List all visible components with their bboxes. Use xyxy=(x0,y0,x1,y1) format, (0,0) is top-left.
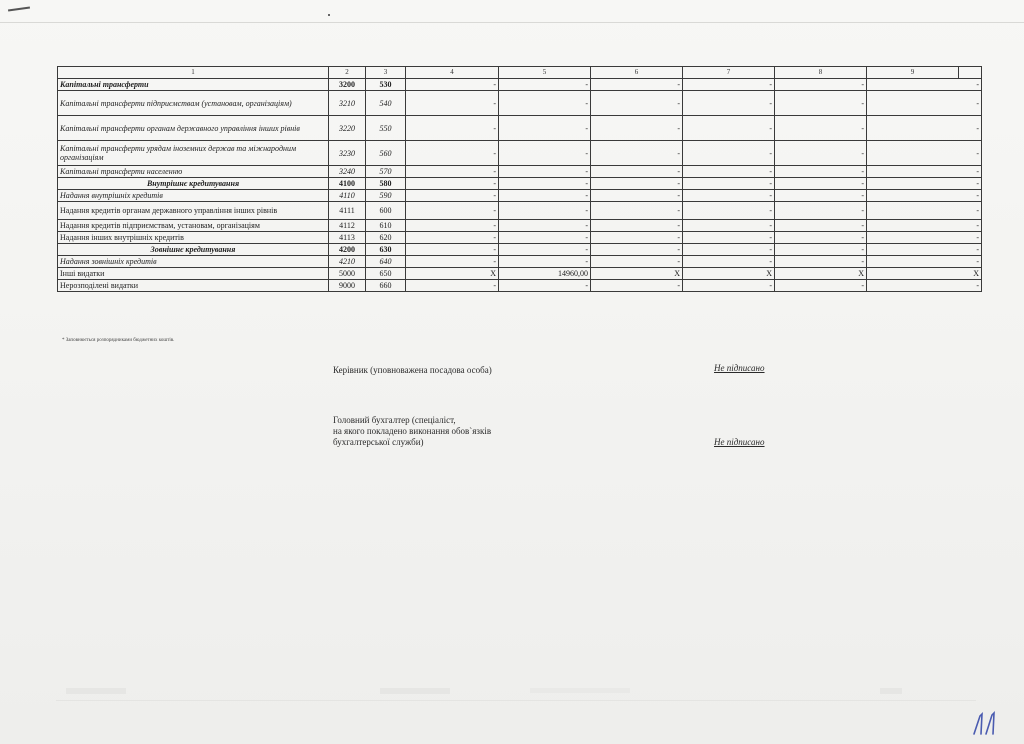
economic-code-cell: 3230 xyxy=(329,141,366,166)
value-cell: - xyxy=(499,220,591,232)
row-name-cell: Надання інших внутрішніх кредитів xyxy=(58,232,329,244)
accountant-signature-status: Не підписано xyxy=(714,437,765,447)
line-code-cell: 530 xyxy=(366,79,406,91)
value-cell: - xyxy=(591,202,683,220)
accountant-label-line: на якого покладено виконання обов`язків xyxy=(333,426,492,436)
header-cell: 5 xyxy=(499,67,591,79)
row-name-cell: Інші видатки xyxy=(58,268,329,280)
table-row xyxy=(58,268,982,280)
line-code-cell: 640 xyxy=(366,256,406,268)
accountant-label-line: Головний бухгалтер (спеціаліст, xyxy=(333,415,456,425)
value-cell: - xyxy=(499,232,591,244)
economic-code-cell: 3210 xyxy=(329,91,366,116)
value-cell: - xyxy=(406,79,499,91)
value-cell: - xyxy=(867,280,982,292)
line-code-cell: 620 xyxy=(366,232,406,244)
value-cell: - xyxy=(775,166,867,178)
accountant-signature-label xyxy=(333,415,491,448)
table-row xyxy=(58,166,982,178)
header-cell: 7 xyxy=(683,67,775,79)
line-code-cell: 550 xyxy=(366,116,406,141)
value-cell: - xyxy=(775,244,867,256)
value-cell: - xyxy=(591,220,683,232)
value-cell: X xyxy=(867,268,982,280)
faint-footer-text xyxy=(880,688,902,694)
value-cell: - xyxy=(499,79,591,91)
value-cell: X xyxy=(406,268,499,280)
value-cell: - xyxy=(499,178,591,190)
table-row xyxy=(58,178,982,190)
value-cell: X xyxy=(683,268,775,280)
value-cell: - xyxy=(499,256,591,268)
header-cell: 9 xyxy=(867,67,959,79)
row-name-cell: Капітальні трансферти органам державного управління інших рівнів xyxy=(58,116,329,141)
value-cell: - xyxy=(867,141,982,166)
table-row xyxy=(58,190,982,202)
value-cell: - xyxy=(867,256,982,268)
table-row xyxy=(58,141,982,166)
value-cell: - xyxy=(406,190,499,202)
faint-footer-line xyxy=(56,700,976,701)
line-code-cell: 540 xyxy=(366,91,406,116)
header-cell: 2 xyxy=(329,67,366,79)
value-cell: - xyxy=(499,91,591,116)
scan-artifact xyxy=(8,6,30,11)
row-name-cell: Капітальні трансферти урядам іноземних держав та міжнародним організаціям xyxy=(58,141,329,166)
value-cell: - xyxy=(406,232,499,244)
table-row xyxy=(58,256,982,268)
row-name-cell: Нерозподілені видатки xyxy=(58,280,329,292)
value-cell: - xyxy=(775,116,867,141)
economic-code-cell: 4111 xyxy=(329,202,366,220)
value-cell: - xyxy=(406,244,499,256)
value-cell: - xyxy=(683,232,775,244)
table-row xyxy=(58,91,982,116)
value-cell: - xyxy=(775,280,867,292)
value-cell: - xyxy=(683,280,775,292)
value-cell: - xyxy=(683,166,775,178)
value-cell: - xyxy=(683,244,775,256)
value-cell: - xyxy=(406,280,499,292)
value-cell: - xyxy=(591,141,683,166)
value-cell: - xyxy=(867,166,982,178)
value-cell: - xyxy=(867,232,982,244)
value-cell: - xyxy=(591,232,683,244)
value-cell: - xyxy=(591,91,683,116)
economic-code-cell: 4100 xyxy=(329,178,366,190)
value-cell: - xyxy=(499,116,591,141)
value-cell: - xyxy=(775,202,867,220)
header-cell: 6 xyxy=(591,67,683,79)
value-cell: - xyxy=(867,178,982,190)
economic-code-cell: 3220 xyxy=(329,116,366,141)
row-name-cell: Капітальні трансферти населенню xyxy=(58,166,329,178)
value-cell: - xyxy=(406,202,499,220)
line-code-cell: 560 xyxy=(366,141,406,166)
line-code-cell: 570 xyxy=(366,166,406,178)
value-cell: - xyxy=(499,280,591,292)
row-name-cell: Надання кредитів органам державного управління інших рівнів xyxy=(58,202,329,220)
value-cell: - xyxy=(499,141,591,166)
value-cell: - xyxy=(406,116,499,141)
economic-code-cell: 5000 xyxy=(329,268,366,280)
header-cell: 1 xyxy=(58,67,329,79)
value-cell: - xyxy=(591,178,683,190)
footnote: * Заповнюється розпорядниками бюджетних коштів. xyxy=(62,338,175,343)
value-cell: - xyxy=(499,244,591,256)
value-cell: - xyxy=(683,256,775,268)
value-cell: - xyxy=(591,79,683,91)
row-name-cell: Надання внутрішніх кредитів xyxy=(58,190,329,202)
faint-footer-text xyxy=(66,688,126,694)
value-cell: - xyxy=(591,166,683,178)
row-name-cell: Зовнішнє кредитування xyxy=(58,244,329,256)
line-code-cell: 600 xyxy=(366,202,406,220)
table-row xyxy=(58,202,982,220)
value-cell: - xyxy=(406,178,499,190)
economic-code-cell: 9000 xyxy=(329,280,366,292)
accountant-label-line: бухгалтерської служби) xyxy=(333,437,424,447)
header-cell: 8 xyxy=(775,67,867,79)
economic-code-cell: 4112 xyxy=(329,220,366,232)
value-cell: - xyxy=(775,220,867,232)
table-row xyxy=(58,220,982,232)
value-cell: - xyxy=(775,232,867,244)
scan-edge-line xyxy=(0,22,1024,23)
value-cell: - xyxy=(499,190,591,202)
table-row xyxy=(58,232,982,244)
faint-footer-text xyxy=(530,688,630,693)
value-cell: - xyxy=(867,79,982,91)
value-cell: - xyxy=(499,166,591,178)
header-cell: 3 xyxy=(366,67,406,79)
value-cell: - xyxy=(499,202,591,220)
value-cell: - xyxy=(683,141,775,166)
table-row xyxy=(58,244,982,256)
value-cell: - xyxy=(867,244,982,256)
table-row xyxy=(58,116,982,141)
header-spacer-cell xyxy=(959,67,982,79)
value-cell: 14960,00 xyxy=(499,268,591,280)
table-header-row xyxy=(58,67,982,79)
value-cell: - xyxy=(683,220,775,232)
value-cell: - xyxy=(867,220,982,232)
value-cell: - xyxy=(591,244,683,256)
expenditure-report-table xyxy=(57,66,982,292)
value-cell: - xyxy=(683,202,775,220)
row-name-cell: Капітальні трансферти xyxy=(58,79,329,91)
row-name-cell: Надання зовнішніх кредитів xyxy=(58,256,329,268)
economic-code-cell: 4113 xyxy=(329,232,366,244)
line-code-cell: 610 xyxy=(366,220,406,232)
economic-code-cell: 3240 xyxy=(329,166,366,178)
value-cell: - xyxy=(867,116,982,141)
value-cell: - xyxy=(683,116,775,141)
value-cell: - xyxy=(683,91,775,116)
value-cell: - xyxy=(683,79,775,91)
value-cell: - xyxy=(591,280,683,292)
value-cell: - xyxy=(683,190,775,202)
line-code-cell: 660 xyxy=(366,280,406,292)
value-cell: - xyxy=(775,178,867,190)
value-cell: - xyxy=(406,91,499,116)
value-cell: - xyxy=(591,116,683,141)
scan-artifact-dot xyxy=(328,14,330,16)
economic-code-cell: 4110 xyxy=(329,190,366,202)
head-signature-label: Керівник (уповноважена посадова особа) xyxy=(333,365,492,375)
value-cell: - xyxy=(775,190,867,202)
value-cell: - xyxy=(406,141,499,166)
value-cell: - xyxy=(867,190,982,202)
handwritten-page-number xyxy=(968,708,1008,738)
value-cell: - xyxy=(683,178,775,190)
economic-code-cell: 3200 xyxy=(329,79,366,91)
row-name-cell: Капітальні трансферти підприємствам (установам, організаціям) xyxy=(58,91,329,116)
line-code-cell: 650 xyxy=(366,268,406,280)
line-code-cell: 590 xyxy=(366,190,406,202)
table-row xyxy=(58,280,982,292)
table-row xyxy=(58,79,982,91)
line-code-cell: 630 xyxy=(366,244,406,256)
value-cell: - xyxy=(406,166,499,178)
row-name-cell: Внутрішнє кредитування xyxy=(58,178,329,190)
value-cell: - xyxy=(775,141,867,166)
economic-code-cell: 4200 xyxy=(329,244,366,256)
value-cell: - xyxy=(867,91,982,116)
value-cell: - xyxy=(775,91,867,116)
value-cell: X xyxy=(591,268,683,280)
header-cell: 4 xyxy=(406,67,499,79)
row-name-cell: Надання кредитів підприємствам, установам, організаціям xyxy=(58,220,329,232)
value-cell: - xyxy=(406,220,499,232)
value-cell: - xyxy=(591,256,683,268)
value-cell: - xyxy=(775,79,867,91)
value-cell: - xyxy=(775,256,867,268)
faint-footer-text xyxy=(380,688,450,694)
head-signature-status: Не підписано xyxy=(714,363,765,373)
value-cell: - xyxy=(406,256,499,268)
value-cell: - xyxy=(591,190,683,202)
value-cell: - xyxy=(867,202,982,220)
line-code-cell: 580 xyxy=(366,178,406,190)
value-cell: X xyxy=(775,268,867,280)
economic-code-cell: 4210 xyxy=(329,256,366,268)
